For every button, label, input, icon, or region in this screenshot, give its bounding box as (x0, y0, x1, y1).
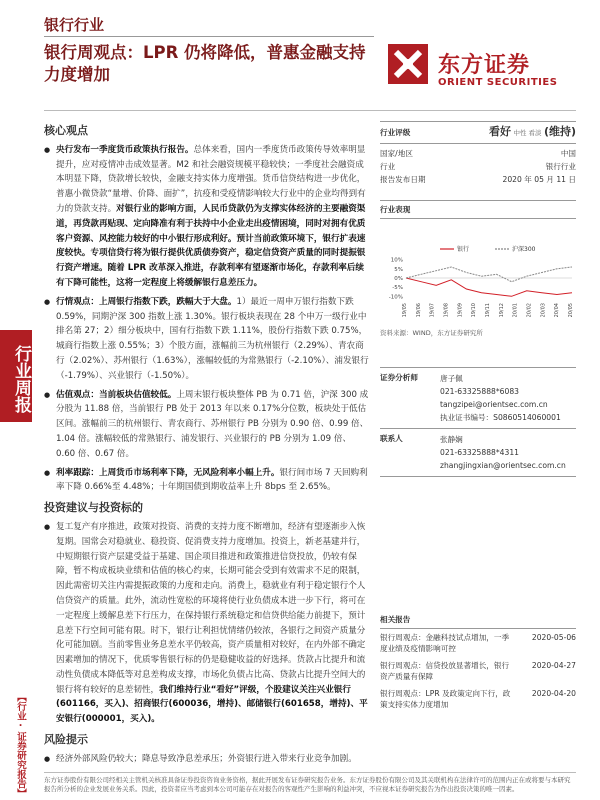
industry-label: 银行行业 (44, 16, 105, 34)
section-title-core: 核心观点 (44, 124, 88, 137)
related-item[interactable]: 银行周观点：金融科技试点增加，一季度业绩及疫情影响可控 2020-05-06 (380, 633, 576, 653)
main-content (44, 118, 369, 771)
related-item[interactable]: 银行周观点：信贷投放显著增长，银行资产质量有保障 2020-04-27 (380, 661, 576, 681)
x-tick-label: 19/11 (485, 303, 491, 318)
rating-label: 行业评级 (380, 128, 411, 137)
info-value: 2020 年 05 月 11 日 (502, 175, 576, 184)
legend-label: 沪深300 (512, 246, 536, 253)
analyst-cert: 执业证书编号：S0860514060001 (440, 413, 561, 422)
x-tick-label: 19/06 (415, 303, 422, 318)
report-title: 银行周观点：LPR 仍将降低，普惠金融支持力度增加 (44, 43, 366, 84)
sidebar-report-type: 行业周报 (0, 330, 32, 422)
info-value: 中国 (560, 149, 576, 158)
chart-legend (440, 245, 536, 253)
risk-text: 经济外部风险仍较大；降息导致净息差承压；外资银行进入带来行业竞争加剧。 (56, 753, 357, 764)
x-tick-label: 19/07 (429, 303, 436, 318)
y-tick-label: -10% (388, 294, 403, 301)
performance-chart (380, 244, 576, 322)
bullet-text: 上周末银行板块整体 PB 为 0.71 倍，沪深 300 成分股为 11.88 倍，当前银行 PB 处于 2013 年以来 0.17%分位数，板块处于低估区间。涨幅前三的杭州银行、青农商行、苏州银行 PB 分别为 0.90 倍、0.99 倍、1.04 倍。涨幅较低的常熟银行、浦发银行、兴业银行的 PB 分别为 1.09 倍、0.60 倍、0.67 倍。 (56, 389, 369, 459)
analyst-name: 唐子佩 (440, 374, 463, 383)
contact-email[interactable]: zhangjingxian@orientsec.com.cn (440, 461, 566, 470)
x-tick-label: 19/12 (498, 303, 505, 318)
analyst-email[interactable]: tangzipei@orientsec.com.cn (440, 400, 548, 409)
bullet-valuation (44, 388, 369, 462)
x-tick-label: 20/03 (540, 303, 547, 318)
rating-value: 看好 (489, 125, 512, 138)
right-panel (380, 118, 576, 222)
bullet-market (44, 295, 369, 384)
bullet-text: 1）最近一周申万银行指数下跌 0.59%，同期沪深 300 指数上涨 1.30%。银行板块表现在 28 个申万一级行业中排名第 27；2）细分板块中，国有行指数下跌 1.11%，股份行指数下跌 0.75%，城商行指数上涨 0.55%；3）个股方面，涨幅前三为杭州银行（2.29%）、青农商行（2.02%）、苏州银行（1.63%），涨幅较低的为常熟银行（-2.10%）、浦发银行（-1.79%）、兴业银行（-1.50%）。 (56, 296, 369, 381)
series-line-0 (406, 278, 572, 296)
y-tick-label: -5% (392, 285, 403, 292)
bullet-rates (44, 466, 369, 496)
divider (44, 36, 374, 37)
x-tick-label: 19/10 (471, 303, 478, 318)
related-item[interactable]: 银行周观点：LPR 及政策定向下行，政策支持实体力度增加 2020-04-20 (380, 689, 576, 709)
analyst-phone: 021-63325888*6083 (440, 387, 520, 396)
disclaimer-footer: 东方证券股份有限公司经相关主管机关核准具备证券投资咨询业务资格，据此开展发布证券研究报告业务。东方证券股份有限公司及其关联机构在法律许可的范围内正在或将要与本研究报告所分析的企业发展业务关系。因此，投资者应当考虑到本公司可能存在对报告的客观性产生影响的利益冲突，不应视本证券研究报告为作出投资决策的唯一因素。 (44, 772, 576, 794)
bullet-invest (44, 520, 369, 727)
x-tick-label: 19/08 (443, 303, 450, 318)
info-key: 报告发布日期 (380, 175, 426, 184)
bullet-lead-2: 对银行业的影响方面，人民币贷款仍为支撑实体经济的主要融资渠道，再贷款再贴现、定向降准有利于扶持中小企业走出疫情困境，同时对拥有优质客户资源、风控能力较好的中小银行形成利好。预计当前政策环境下，银行扩表速度较快。专项信贷行将为银行提供优质债券资产，稳定信贷资产质量的同时提振银行资产增速。随着 LPR 改革深入推进，存款利率有望逐渐市场化，存款利率后续有下降可能性，这将一定程度上将缓解银行息差压力。 (56, 203, 366, 288)
right-panel-lower (380, 328, 576, 480)
chart-source: 资料来源：WIND，东方证券研究所 (380, 329, 483, 337)
related-title: 相关报告 (380, 615, 411, 624)
x-tick-label: 20/05 (568, 303, 574, 318)
bullet-lead: 利率跟踪：上周货币市场利率下降，无风险利率小幅上升。 (56, 467, 280, 478)
logo-text-en: ORIENT SECURITIES (438, 77, 558, 88)
analyst-label: 证券分析师 (380, 373, 418, 382)
bullet-lead: 估值观点：当前板块估值较低。 (56, 389, 177, 400)
section-title-risk: 风险提示 (44, 733, 88, 747)
orient-logo-icon (386, 42, 430, 86)
invest-text: 复工复产有序推进，政策对投资、消费的支持力度不断增加，经济有望逐渐步入恢复期。国常会对稳就业、稳投资、促消费支持力度增加。投资上，新老基建并行，中短期银行资产层建受益于基建、国企项目推进和政策推进信贷投放，仍较有保障，暂不构成板块业绩和估值的核心约束，长期可能会受到有效需求不足的限制，因此需密切关注内需提振政策的力度和走向。消费上，稳就业有利于稳定银行个人信贷资产的质量。此外，流动性宽松的环境将使行业负债成本进一步下行，将可在一定程度上缓解息差下行压力，在保持银行系统稳定和信贷供给能力前提下，预计息差下行空间可能有限。时下，银行让利担忧情绪仍较浓，各银行之间资产质量分化可能加剧。当前零售业务息差水平仍较高，资产质量相对较好，在内外部不确定因素增加的情况下，优质零售银行标的仍是稳健收益的好选择。货款占比提升和流动性负债成本降低等对息差构成支撑，市场化负债占比高、贷款占比提升空间大的银行将有较好的息差韧性， (56, 521, 366, 695)
info-key: 行业 (380, 162, 396, 171)
y-tick-label: 0% (394, 276, 403, 282)
contact-phone: 021-63325888*4311 (440, 448, 520, 457)
legend-label: 银行 (457, 246, 470, 253)
x-tick-label: 20/01 (512, 303, 519, 318)
perf-title: 行业表现 (380, 205, 411, 214)
info-value: 银行行业 (545, 162, 576, 171)
x-tick-label: 19/09 (457, 303, 464, 318)
invest-recommendation: 我们维持行业“看好”评级，个股建议关注兴业银行(601166，买入)、招商银行(600036，增持)、邮储银行(601658，增持)、平安银行(000001，买入)。 (56, 684, 368, 725)
x-tick-label: 20/04 (554, 303, 561, 318)
bullet-risk (44, 752, 369, 767)
rating-scale: 中性 看淡 (513, 129, 542, 137)
bullet-text: 总体来看，国内一季度货币政策传导效率明显提升，应对疫情冲击成效显著。M2 和社会融资规模平稳较快；一季度社会融资成本明显下降，贷款增长较快，金融支持实体力度增强。货币信贷结构进一步优化，普惠小微贷款“量增、价降、面扩”，抗疫和受疫情影响较大行业中的企业均得到有力的贷款支持。 (56, 144, 366, 214)
contact-name: 张静娴 (440, 435, 463, 444)
y-tick-label: 5% (394, 266, 403, 273)
logo-text-cn: 东方证券 (438, 53, 531, 78)
x-tick-label: 20/02 (526, 303, 533, 318)
bullet-policy (44, 143, 369, 291)
section-title-invest: 投资建议与投资标的 (44, 501, 143, 515)
rating-status: (维持) (543, 125, 576, 138)
y-tick-label: 10% (390, 257, 403, 264)
divider (44, 110, 576, 111)
bullet-text: 银行间市场 7 天回购利率下降 0.66%至 4.48%；十年期国债到期收益率上升 8bps 至 2.65%。 (56, 467, 368, 493)
series-line-1 (406, 267, 572, 282)
sidebar-vertical-label: 【行业·证券研究报告】 (15, 692, 26, 798)
bullet-lead: 央行发布一季度货币政策执行报告。 (56, 144, 194, 155)
x-tick-label: 19/05 (402, 303, 408, 318)
related-reports (380, 614, 576, 710)
contact-label: 联系人 (380, 434, 403, 443)
bullet-lead: 行情观点：上周银行指数下跌，跌幅大于大盘。 (56, 296, 237, 307)
info-key: 国家/地区 (380, 149, 413, 158)
